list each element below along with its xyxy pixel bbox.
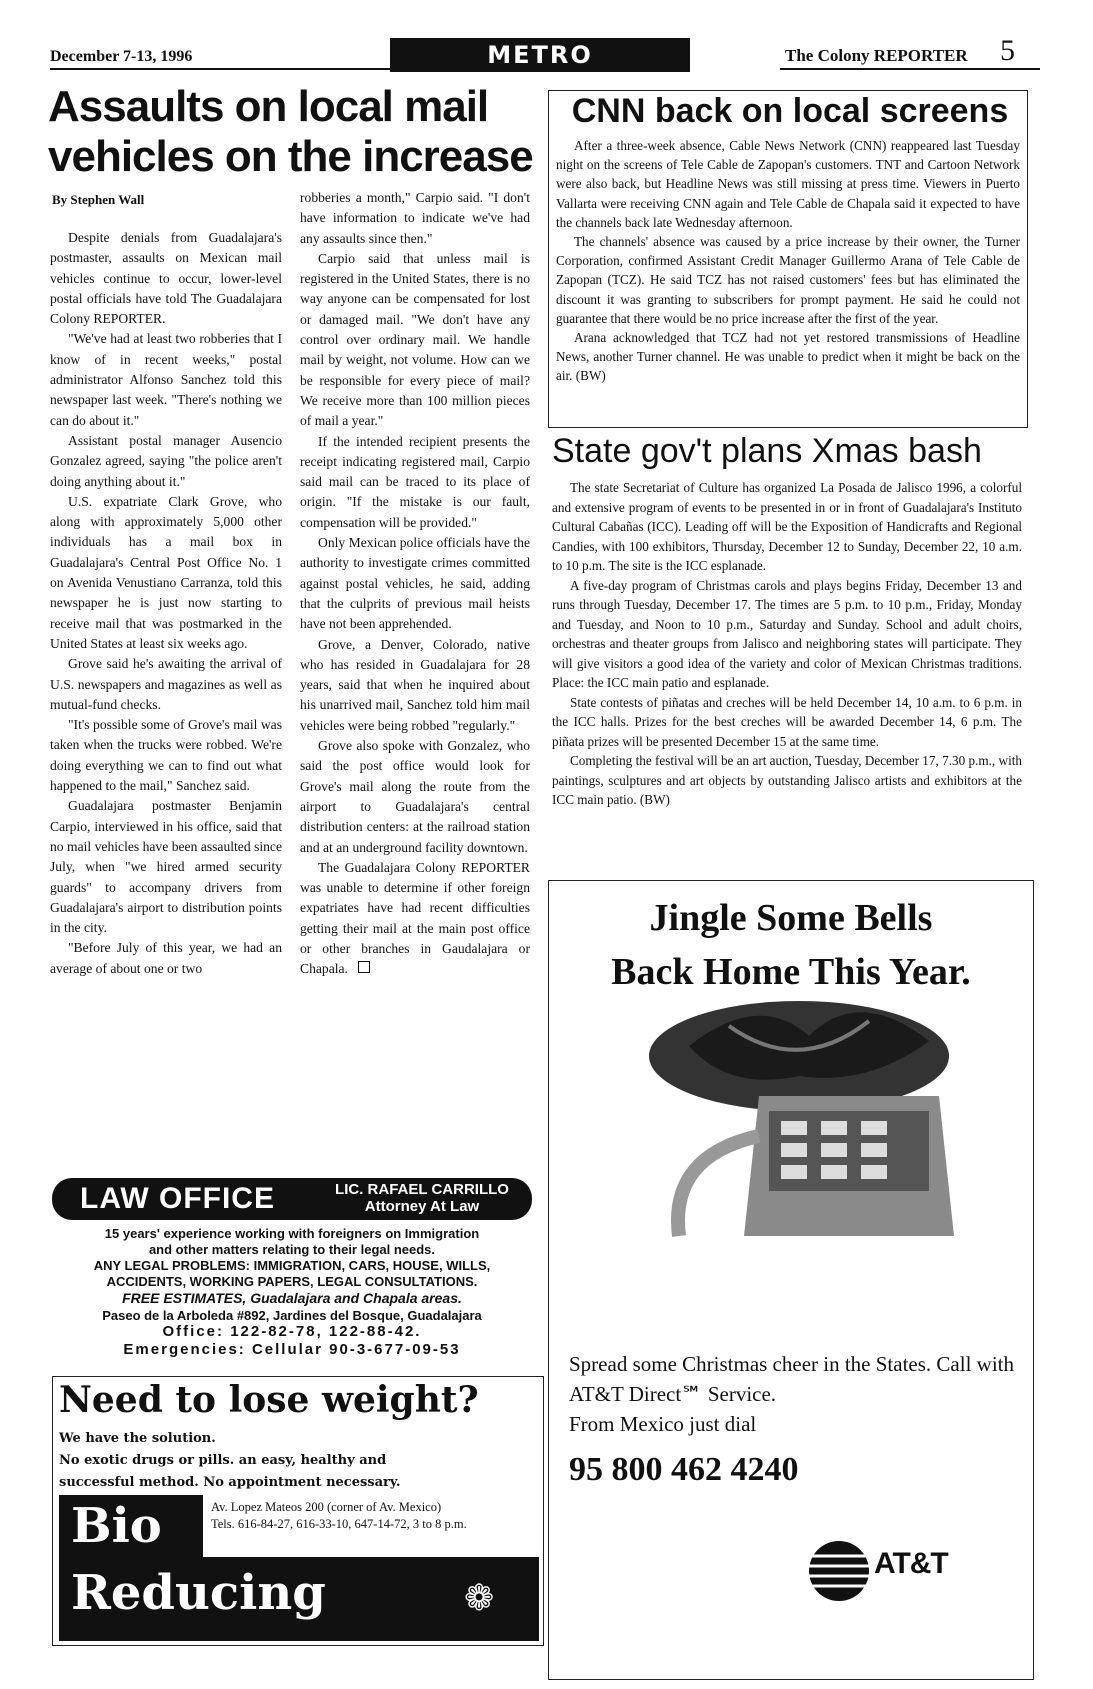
brand-bar: [59, 1557, 539, 1641]
gift-phone-icon: [609, 986, 969, 1256]
page-number: 5: [1000, 34, 1015, 67]
paragraph: Guadalajara postmaster Benjamin Carpio, interviewed in his office, said that no mail vehicles have been assaulted since July, when "we hired armed security guards" to accompany drivers from Guadalajara's airport to distribution points in the city.: [50, 798, 282, 936]
weight-address: [211, 1499, 467, 1533]
law-emergency-phone: Emergencies: Cellular 90-3-677-09-53: [123, 1341, 461, 1358]
story-column-2: [300, 188, 530, 980]
cnn-story-body: [556, 136, 1020, 386]
paragraph-text: The Guadalajara Colony REPORTER was unable to determine if other foreign expatriates have had recent difficulties getting their mail at the main post office or other branches in Gaudalajara or Chapala.: [300, 859, 530, 977]
paragraph: Arana acknowledged that TCZ had not yet restored transmissions of Headline News, another Turner channel. He was unable to predict when it might be back on the air. (BW): [556, 330, 1020, 384]
brand-bio: Bio: [59, 1495, 203, 1557]
paragraph: If the intended recipient presents the receipt indicating registered mail, Carpio said mail can be traced to its place of origin. "If the mistake is our fault, compensation will be provided.": [300, 433, 530, 530]
weight-headline: Need to lose weight?: [59, 1379, 479, 1421]
flower-icon: ❁: [464, 1578, 495, 1618]
lawyer-role: Attorney At Law: [364, 1198, 480, 1215]
law-title: LAW OFFICE: [80, 1182, 275, 1215]
paragraph: Assistant postal manager Ausencio Gonzalez agreed, saying "the police aren't doing anything about it.": [50, 432, 282, 489]
weight-line: We have the solution.: [59, 1431, 216, 1446]
law-title-bar: [52, 1178, 532, 1220]
law-office-phone: Office: 122-82-78, 122-88-42.: [162, 1323, 422, 1340]
law-office-ad: [52, 1178, 532, 1358]
paragraph: "Before July of this year, we had an average of about one or two: [50, 940, 282, 976]
paragraph: Grove also spoke with Gonzalez, who said the post office would look for Grove's mail along the route from the airport to Guadalajara's central distribution centers: at the railroad station and at an underground facility downtown.: [300, 738, 530, 855]
cnn-headline: CNN back on local screens: [571, 92, 1009, 130]
law-line: ACCIDENTS, WORKING PAPERS, LEGAL CONSULTATIONS.: [106, 1274, 478, 1289]
paragraph: Only Mexican police officials have the authority to investigate crimes committed against postal vehicles, he said, adding that the culprits of previous mail heists have not been apprehended.: [300, 535, 530, 632]
paragraph: robberies a month," Carpio said. "I don't have information to indicate we've had any assaults since then.": [300, 190, 530, 246]
att-phone-number: 95 800 462 4240: [569, 1451, 799, 1488]
att-offer: Spread some Christmas cheer in the States. Call with AT&T Direct℠ Service.: [569, 1352, 1014, 1406]
weight-loss-ad: [52, 1376, 544, 1646]
paragraph: After a three-week absence, Cable News Network (CNN) reappeared last Tuesday night on the screens of Tele Cable de Zapopan's customers. TNT and Cartoon Network were also back, but Headline News was still missing at press time. Viewers in Puerto Vallarta were receiving CNN again and Tele Cable de Chapala said it expected to have the channels back late Wednesday afternoon.: [556, 138, 1020, 230]
law-line: and other matters relating to their legal needs.: [148, 1242, 436, 1257]
paragraph: U.S. expatriate Clark Grove, who along with approximately 5,000 other individuals has a mail box in Guadalajara's Central Post Office No. 1 on Avenida Venustiano Carranza, told this newspaper he is just now starting to receive mail that was postmarked in the United States at least six weeks ago.: [50, 493, 282, 651]
paragraph: Grove said he's awaiting the arrival of U.S. newspapers and magazines as well as mutual-fund checks.: [50, 656, 282, 712]
law-line: FREE ESTIMATES, Guadalajara and Chapala areas.: [122, 1290, 462, 1306]
end-mark-icon: [358, 961, 370, 973]
brand-reducing: Reducing: [71, 1565, 326, 1621]
lawyer-name: [317, 1181, 527, 1215]
header-rule: [780, 68, 1040, 70]
story-column-1: [50, 228, 282, 979]
paragraph: A five-day program of Christmas carols and plays begins Friday, December 13 and runs through Tuesday, December 17. The times are 5 p.m. to 10 p.m., Friday, Monday and Tuesday, and Noon to 10 p.m., Saturday and Sunday. School and adult choirs, orchestras and theater groups from Jalisco and neighboring states will participate. They will give visitors a good idea of the variety and color of Mexican Christmas traditions. Place: the ICC main patio and esplanade.: [552, 577, 1022, 690]
paper-name: The Colony REPORTER: [785, 46, 968, 65]
paragraph: Grove, a Denver, Colorado, native who has resided in Guadalajara for 28 years, said that when he inquired about his unarrived mail, Sanchez told him mail vehicles were being robbed "regularly.": [300, 636, 530, 733]
att-dial-label: From Mexico just dial: [569, 1412, 757, 1436]
header-rule: [50, 68, 390, 70]
law-line: ANY LEGAL PROBLEMS: IMMIGRATION, CARS, HOUSE, WILLS,: [93, 1258, 491, 1273]
paragraph: "It's possible some of Grove's mail was taken when the trucks were robbed. We're doing everything we can to find out what happened to the mail," Sanchez said.: [50, 717, 282, 794]
law-line: 15 years' experience working with foreigners on Immigration: [104, 1226, 480, 1241]
paragraph: "We've had at least two robberies that I know of in recent weeks," postal administrator Alfonso Sanchez told this newspaper last week. "There's nothing we can do about it.": [50, 331, 282, 428]
paragraph: The state Secretariat of Culture has organized La Posada de Jalisco 1996, a colorful and extensive program of events to be presented in or in front of Guadalajara's Instituto Cultural Cabañas (ICC). Leading off will be the Exposition of Handicrafts and Regional Candies, with 100 exhibitors, Thursday, December 12 to Sunday, December 22, 10 a.m. to 10 p.m. The site is the ICC esplanade.: [552, 480, 1022, 573]
paragraph: Despite denials from Guadalajara's postmaster, assaults on Mexican mail vehicles continue to occur, lower-level postal officials have told The Guadalajara Colony REPORTER.: [50, 230, 282, 327]
att-ad-text: [569, 1349, 1019, 1439]
section-banner: METRO: [390, 38, 690, 72]
byline: By Stephen Wall: [52, 192, 145, 207]
xmas-headline: State gov't plans Xmas bash: [552, 432, 982, 470]
weight-address-line: Av. Lopez Mateos 200 (corner of Av. Mexico): [211, 1500, 442, 1514]
paragraph: [300, 858, 530, 980]
weight-line: No exotic drugs or pills. an easy, healthy and: [59, 1453, 387, 1468]
weight-line: successful method. No appointment necessary.: [59, 1475, 401, 1490]
att-advertisement: [548, 880, 1034, 1680]
paragraph: Carpio said that unless mail is registered in the United States, there is no way anyone can be compensated for lost or damaged mail. "We don't have any control over ordinary mail. We handle mail by weight, not volume. How can we be responsible for every piece of mail? We receive more than 100 million pieces of mail a year.": [300, 250, 530, 429]
law-address: Paseo de la Arboleda #892, Jardines del Bosque, Guadalajara: [102, 1308, 482, 1323]
paragraph: The channels' absence was caused by a price increase by their owner, the Turner Corporation, confirmed Assistant Credit Manager Guillermo Arana of Tele Cable de Zapopan (TCZ). He said TCZ has not raised customers' fees but has eliminated the discount it was granting to subscribers for prompt payment. He said he could not guarantee that there would be no price increase after the first of the year.: [556, 234, 1020, 326]
att-headline-line: Back Home This Year.: [611, 951, 971, 993]
mail-assault-headline: Assaults on local mail vehicles on the increase: [48, 82, 533, 181]
att-logo: AT&T: [874, 1547, 948, 1580]
att-ad-headline: [549, 891, 1033, 999]
paragraph: Completing the festival will be an art auction, Tuesday, December 17, 7.30 p.m., with paintings, sculptures and art objects by outstanding Jalisco artists and exhibitors at the ICC main patio. (BW): [552, 753, 1022, 807]
issue-date: December 7-13, 1996: [50, 48, 193, 65]
att-headline-line: Jingle Some Bells: [649, 897, 933, 939]
lawyer-name-line: LIC. RAFAEL CARRILLO: [335, 1181, 509, 1198]
paragraph: State contests of piñatas and creches will be held December 14, 10 a.m. to 6 p.m. in the ICC halls. Prizes for the best creches will be awarded December 14, 6 p.m. The piñata prizes will be presented December 15 at the same time.: [552, 694, 1022, 749]
xmas-story-body: [552, 478, 1022, 810]
weight-phones: Tels. 616-84-27, 616-33-10, 647-14-72, 3 to 8 p.m.: [211, 1517, 467, 1531]
